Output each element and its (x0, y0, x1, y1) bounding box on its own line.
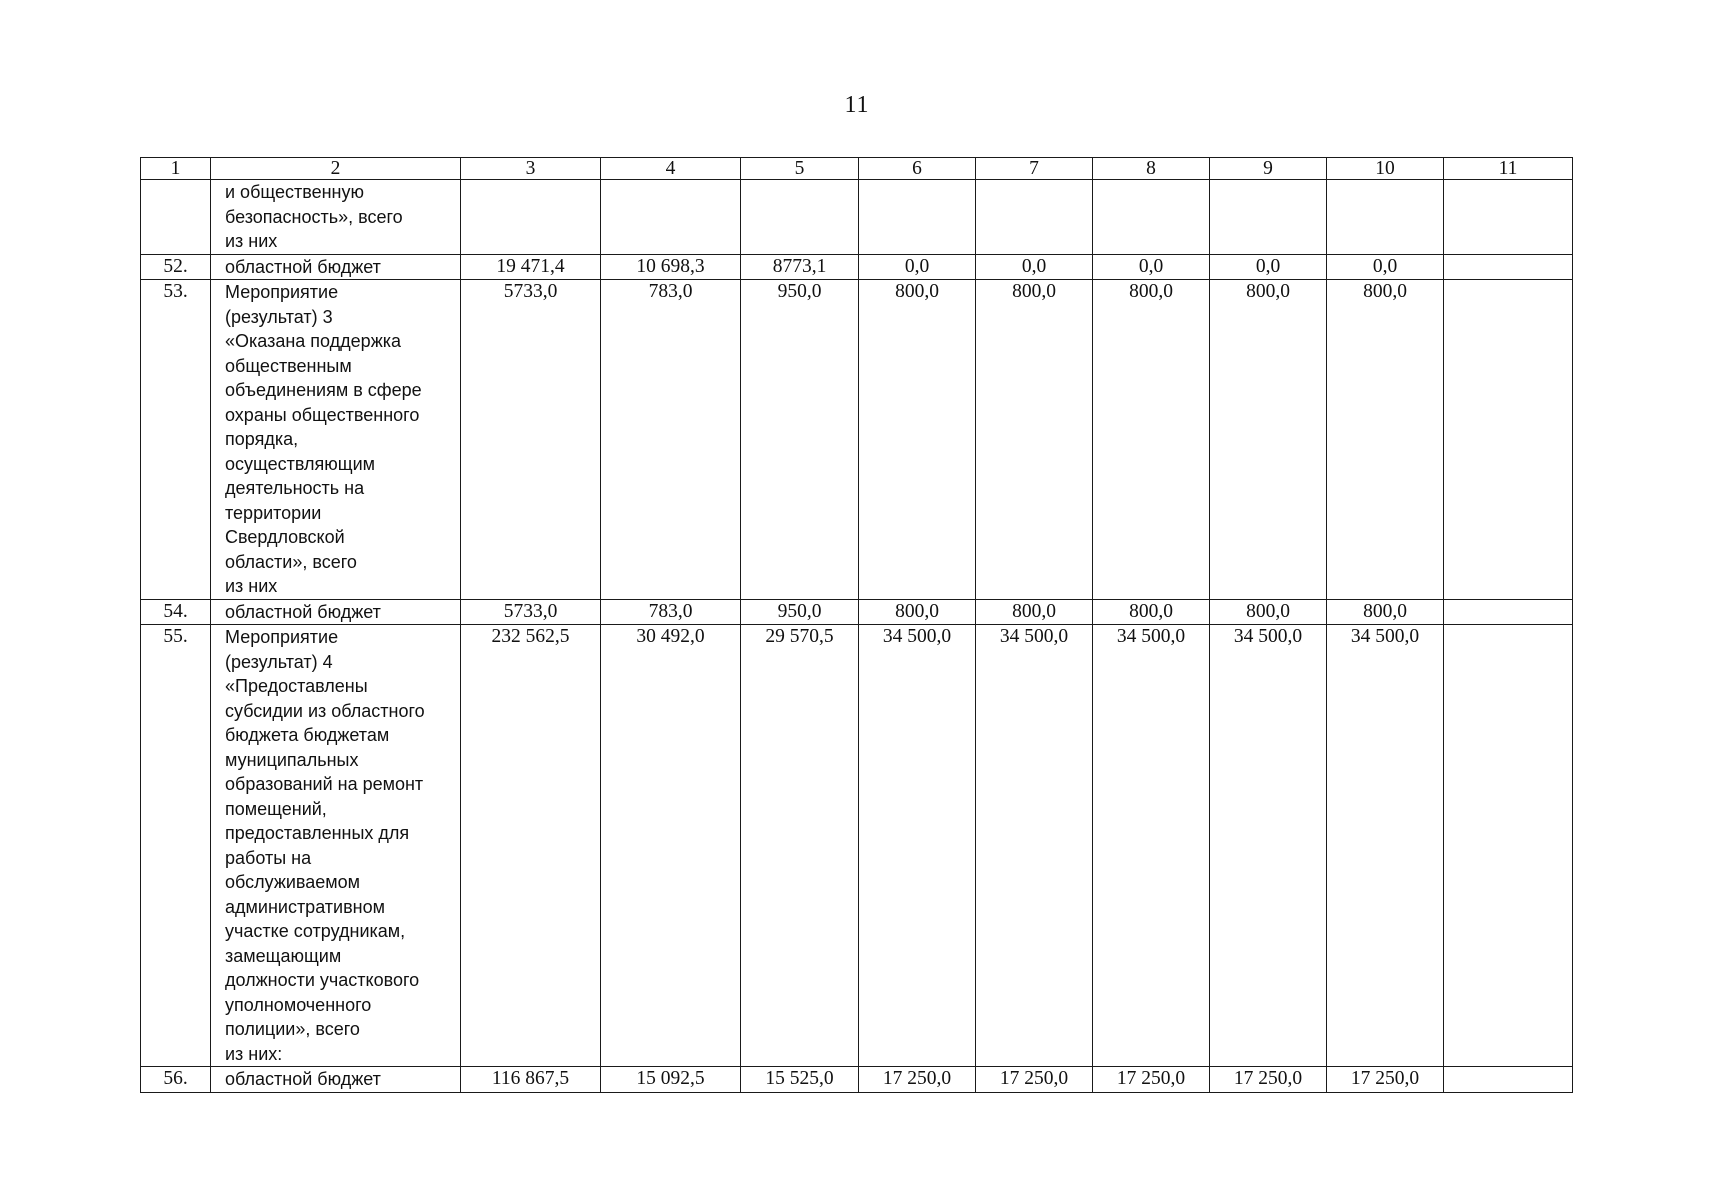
row-name-cell: областной бюджет (211, 1067, 461, 1093)
value-cell: 30 492,0 (601, 625, 741, 1067)
value-cell: 34 500,0 (1210, 625, 1327, 1067)
header-cell: 4 (601, 158, 741, 180)
header-cell: 8 (1093, 158, 1210, 180)
row-name-cell: Мероприятие (результат) 3 «Оказана поддержка общественным объединениям в сфере охраны общественного порядка, осуществляющим деятельность на территории Свердловской области», всего из них (211, 280, 461, 600)
row-number-cell: 52. (141, 254, 211, 280)
value-cell: 34 500,0 (1327, 625, 1444, 1067)
value-cell: 34 500,0 (859, 625, 976, 1067)
value-cell: 5733,0 (461, 599, 601, 625)
value-cell: 15 092,5 (601, 1067, 741, 1093)
row-name-cell: областной бюджет (211, 254, 461, 280)
value-cell (1444, 1067, 1573, 1093)
value-cell: 800,0 (859, 280, 976, 600)
row-number-cell (141, 180, 211, 255)
value-cell (601, 180, 741, 255)
value-cell: 800,0 (1093, 280, 1210, 600)
row-name-cell: областной бюджет (211, 599, 461, 625)
value-cell: 800,0 (859, 599, 976, 625)
value-cell: 0,0 (1327, 254, 1444, 280)
value-cell: 17 250,0 (976, 1067, 1093, 1093)
header-row (141, 158, 1573, 180)
header-cell: 9 (1210, 158, 1327, 180)
value-cell: 17 250,0 (1327, 1067, 1444, 1093)
value-cell (1327, 180, 1444, 255)
value-cell (1444, 599, 1573, 625)
header-cell: 1 (141, 158, 211, 180)
value-cell: 5733,0 (461, 280, 601, 600)
value-cell: 950,0 (741, 599, 859, 625)
header-cell: 10 (1327, 158, 1444, 180)
header-cell: 3 (461, 158, 601, 180)
table-row (141, 599, 1573, 625)
value-cell: 0,0 (1210, 254, 1327, 280)
value-cell (1444, 625, 1573, 1067)
header-cell: 11 (1444, 158, 1573, 180)
value-cell: 783,0 (601, 280, 741, 600)
value-cell: 950,0 (741, 280, 859, 600)
header-cell: 2 (211, 158, 461, 180)
value-cell: 232 562,5 (461, 625, 601, 1067)
value-cell: 17 250,0 (1210, 1067, 1327, 1093)
value-cell (461, 180, 601, 255)
value-cell: 0,0 (976, 254, 1093, 280)
row-number-cell: 54. (141, 599, 211, 625)
value-cell: 800,0 (1210, 280, 1327, 600)
value-cell: 34 500,0 (976, 625, 1093, 1067)
table-row (141, 180, 1573, 255)
value-cell: 34 500,0 (1093, 625, 1210, 1067)
value-cell: 783,0 (601, 599, 741, 625)
value-cell (859, 180, 976, 255)
table-row (141, 1067, 1573, 1093)
header-cell: 5 (741, 158, 859, 180)
budget-table (140, 157, 1573, 1093)
value-cell (1210, 180, 1327, 255)
value-cell: 17 250,0 (859, 1067, 976, 1093)
row-name-cell: и общественную безопасность», всего из них (211, 180, 461, 255)
table-body (141, 158, 1573, 1093)
row-number-cell: 53. (141, 280, 211, 600)
row-number-cell: 55. (141, 625, 211, 1067)
value-cell (1093, 180, 1210, 255)
value-cell: 0,0 (1093, 254, 1210, 280)
value-cell (1444, 180, 1573, 255)
header-cell: 6 (859, 158, 976, 180)
value-cell: 800,0 (976, 280, 1093, 600)
value-cell: 0,0 (859, 254, 976, 280)
value-cell: 19 471,4 (461, 254, 601, 280)
row-number-cell: 56. (141, 1067, 211, 1093)
header-cell: 7 (976, 158, 1093, 180)
value-cell: 29 570,5 (741, 625, 859, 1067)
value-cell: 15 525,0 (741, 1067, 859, 1093)
table-row (141, 254, 1573, 280)
value-cell: 116 867,5 (461, 1067, 601, 1093)
value-cell (1444, 254, 1573, 280)
value-cell: 800,0 (1093, 599, 1210, 625)
table-row (141, 280, 1573, 600)
value-cell: 10 698,3 (601, 254, 741, 280)
value-cell: 800,0 (1327, 599, 1444, 625)
value-cell: 800,0 (1327, 280, 1444, 600)
value-cell: 800,0 (1210, 599, 1327, 625)
value-cell (976, 180, 1093, 255)
value-cell (741, 180, 859, 255)
table-row (141, 625, 1573, 1067)
value-cell: 17 250,0 (1093, 1067, 1210, 1093)
row-name-cell: Мероприятие (результат) 4 «Предоставлены субсидии из областного бюджета бюджетам муниципальных образований на ремонт помещений, предоставленных для работы на обслуживаемом административном участке сотрудникам, замещающим должности участкового уполномоченного полиции», всего из них: (211, 625, 461, 1067)
value-cell: 800,0 (976, 599, 1093, 625)
page-number: 11 (844, 92, 870, 118)
value-cell (1444, 280, 1573, 600)
value-cell: 8773,1 (741, 254, 859, 280)
